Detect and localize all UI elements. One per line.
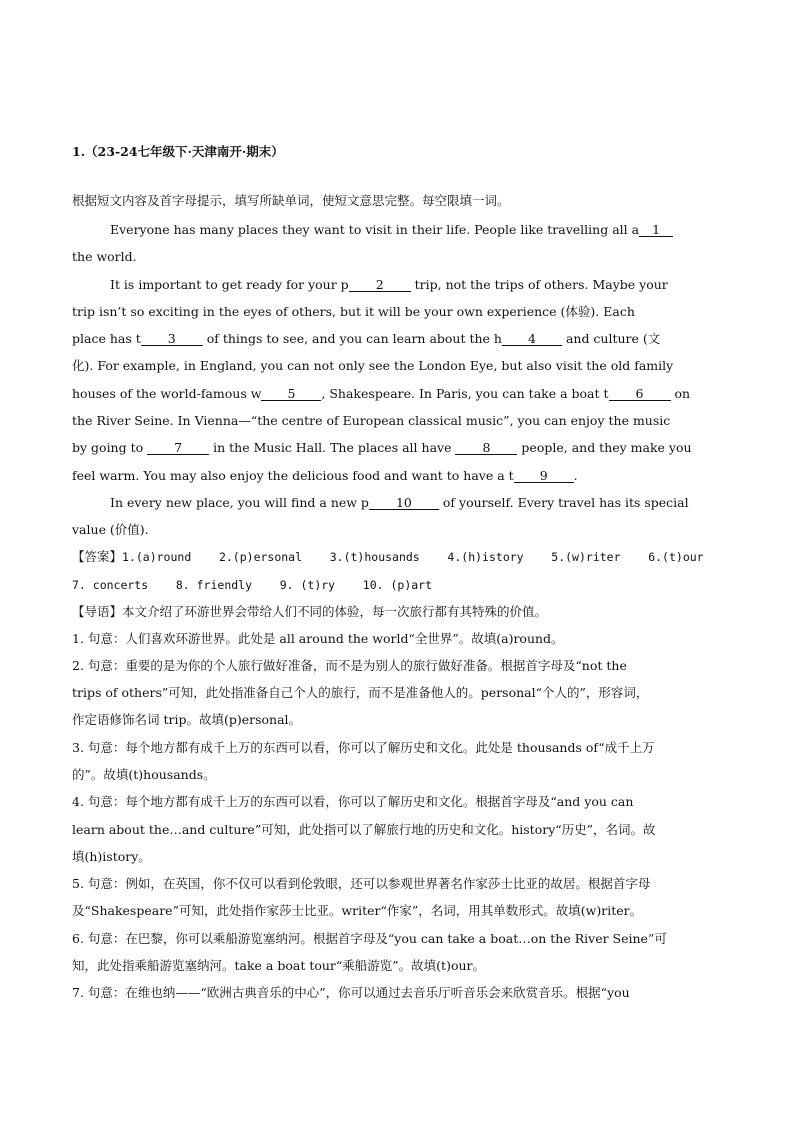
passage-line: 化). For example, in England, you can not only see the London Eye, but also visit the old family: [72, 358, 674, 373]
blank-6: 6: [609, 387, 671, 401]
blank-4: 4: [502, 332, 562, 346]
blank-10: 10: [369, 496, 439, 510]
passage-line: feel warm. You may also enjoy the delicious food and want to have a t 9 .: [72, 468, 578, 483]
passage-line: It is important to get ready for your p 2 trip, not the trips of others. Maybe your: [110, 277, 668, 292]
explanation-line: 及“Shakespeare”可知，此处指作家莎士比亚。writer“作家”，名词，用其单数形式。故填(w)riter。: [72, 903, 643, 918]
guide-label: 【导语】: [72, 604, 123, 619]
explanation-line: 3. 句意：每个地方都有成千上万的东西可以看，你可以了解历史和文化。此处是 thousands of“成千上万: [72, 740, 655, 755]
explanation-line: 7. 句意：在维也纳——“欧洲古典音乐的中心”，你可以通过去音乐厅听音乐会来欣赏音乐。根据“you: [72, 985, 630, 1000]
explanation-line: 知，此处指乘船游览塞纳河。take a boat tour“乘船游览”。故填(t)our。: [72, 958, 486, 973]
blank-5: 5: [261, 387, 321, 401]
explanation-line: 6. 句意：在巴黎，你可以乘船游览塞纳河。根据首字母及“you can take a boat…on the River Seine”可: [72, 931, 667, 946]
passage-line: place has t 3 of things to see, and you can learn about the h 4 and culture (文: [72, 331, 661, 346]
explanation-line: 2. 句意：重要的是为你的个人旅行做好准备，而不是为别人的旅行做好准备。根据首字母及“not the: [72, 658, 627, 673]
explanation-line: 5. 句意：例如，在英国，你不仅可以看到伦敦眼，还可以参观世界著名作家莎士比亚的故居。根据首字母: [72, 876, 651, 891]
passage-line: value (价值).: [72, 522, 149, 537]
passage-line: trip isn’t so exciting in the eyes of others, but it will be your own experience (体验). Each: [72, 304, 635, 319]
explanation-line: 1. 句意：人们喜欢环游世界。此处是 all around the world“全世界”。故填(a)round。: [72, 631, 564, 646]
guide-line: [72, 604, 547, 620]
answer-label: 【答案】: [72, 549, 123, 564]
passage-line: In every new place, you will find a new p 10 of yourself. Every travel has its special: [110, 495, 689, 510]
blank-2: 2: [349, 278, 411, 292]
guide-text: 本文介绍了环游世界会带给人们不同的体验，每一次旅行都有其特殊的价值。: [122, 604, 548, 619]
explanation-line: 的”。故填(t)housands。: [72, 767, 216, 782]
explanation-line: 填(h)istory。: [72, 849, 151, 864]
answer-line: 7. concerts 8. friendly 9. (t)ry 10. (p)art: [72, 578, 433, 592]
explanation-line: 作定语修饰名词 trip。故填(p)ersonal。: [72, 712, 302, 727]
explanation-line: learn about the…and culture”可知，此处指可以了解旅行地的历史和文化。history“历史”，名词。故: [72, 822, 656, 837]
question-heading: 1.（23-24七年级下·天津南开·期末）: [72, 144, 284, 159]
answer-values: 1.(a)round 2.(p)ersonal 3.(t)housands 4.(h)istory 5.(w)riter 6.(t)our: [122, 550, 704, 564]
passage-line: Everyone has many places they want to visit in their life. People like travelling all a 1: [110, 222, 673, 238]
instruction-text: 根据短文内容及首字母提示，填写所缺单词，使短文意思完整。每空限填一词。: [72, 193, 510, 208]
blank-7: 7: [147, 441, 209, 455]
passage-line: the world.: [72, 249, 137, 264]
blank-8: 8: [455, 441, 517, 455]
blank-9: 9: [514, 469, 574, 483]
passage-line: by going to 7 in the Music Hall. The places all have 8 people, and they make you: [72, 440, 692, 455]
passage-line: the River Seine. In Vienna—“the centre of European classical music”, you can enjoy the music: [72, 413, 671, 428]
passage-line: houses of the world-famous w 5 , Shakespeare. In Paris, you can take a boat t 6 on: [72, 386, 691, 401]
blank-3: 3: [141, 332, 203, 346]
answer-line: [72, 549, 704, 565]
blank-1: 1: [639, 223, 673, 237]
explanation-line: 4. 句意：每个地方都有成千上万的东西可以看，你可以了解历史和文化。根据首字母及“and you can: [72, 794, 634, 809]
explanation-line: trips of others”可知，此处指准备自己个人的旅行，而不是准备他人的。personal“个人的”，形容词，: [72, 685, 649, 700]
